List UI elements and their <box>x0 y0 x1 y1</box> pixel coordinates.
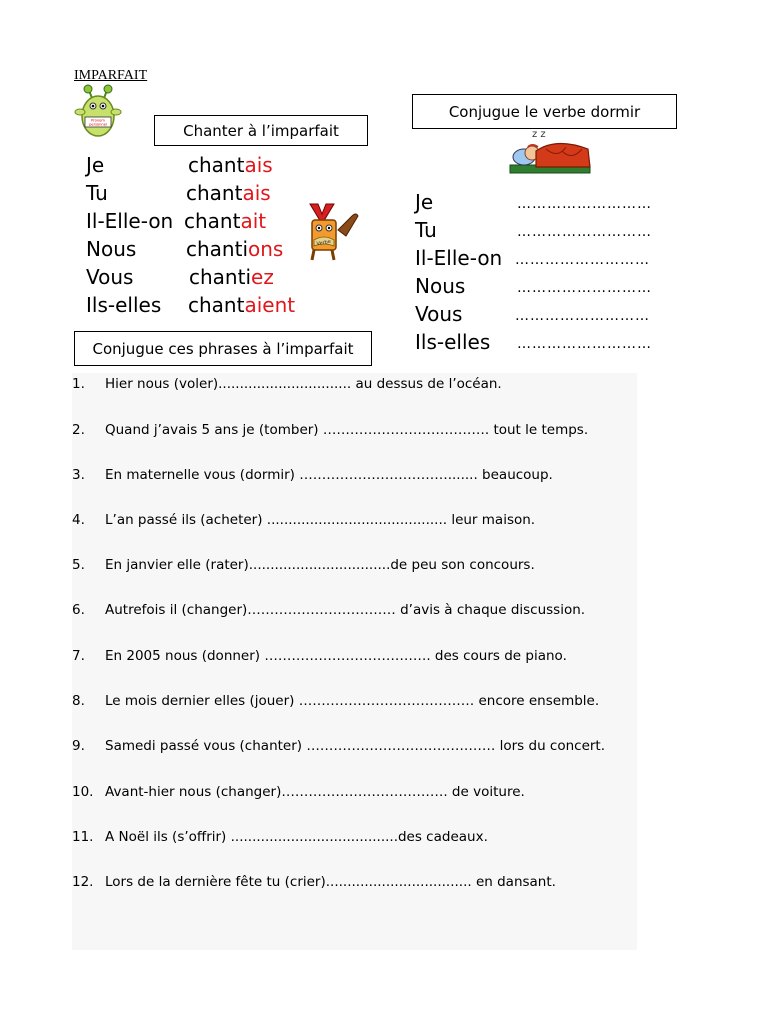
pronoun-label: Ils-elles <box>86 293 162 317</box>
exercise-number: 1. <box>72 376 85 392</box>
chanter-box-title <box>154 115 368 146</box>
exercise-number: 3. <box>72 467 85 483</box>
verb-stem: chanti <box>189 265 252 289</box>
verb-ending: ez <box>251 265 274 289</box>
verb-form <box>186 179 271 207</box>
pronoun-label: Il-Elle-on <box>415 246 503 270</box>
phrases-box-title <box>74 331 372 366</box>
verb-form <box>184 207 266 235</box>
blank-answer: ……………………… <box>515 252 650 268</box>
verb-stem: chant <box>186 181 243 205</box>
conjugation-row <box>415 244 650 272</box>
dormir-box-title <box>412 94 677 129</box>
page-title: IMPARFAIT <box>74 68 148 83</box>
exercise-number: 9. <box>72 738 85 754</box>
blank-answer: ……………………… <box>517 280 652 296</box>
pronoun-label: Nous <box>415 274 466 298</box>
conjugation-row <box>415 188 652 216</box>
pronoun-label: Je <box>415 190 434 214</box>
verb-form <box>186 235 283 263</box>
verb-stem: chanti <box>186 237 249 261</box>
verb-mascot-image <box>300 200 370 268</box>
svg-text:z z: z z <box>532 129 546 140</box>
chanter-box-title-text: Chanter à l’imparfait <box>183 121 339 140</box>
pronoun-label: Vous <box>415 302 463 326</box>
exercise-text: Samedi passé vous (chanter) …………………………………… lors du concert. <box>105 738 606 754</box>
exercise-text: Autrefois il (changer)…………………………… d’avis à chaque discussion. <box>105 602 586 618</box>
pronoun-label: Nous <box>86 237 137 261</box>
exercise-text: Lors de la dernière fête tu (crier).................................. en dansant. <box>105 874 556 890</box>
pronoun-label: Tu <box>86 181 108 205</box>
pronoun-label: Tu <box>415 218 437 242</box>
svg-text:Pronom: Pronom <box>91 118 105 123</box>
chanter-conjugation-table <box>86 151 316 323</box>
verb-form <box>188 151 273 179</box>
sleeping-bed-image <box>506 125 592 179</box>
svg-text:Verbe: Verbe <box>316 238 332 248</box>
exercise-text: En 2005 nous (donner) ………………………………. des cours de piano. <box>105 648 567 664</box>
verb-stem: chant <box>188 153 245 177</box>
pronoun-label: Vous <box>86 265 134 289</box>
exercise-text: Le mois dernier elles (jouer) ………………………………… encore ensemble. <box>105 693 600 709</box>
exercise-text: Hier nous (voler)............................... au dessus de l’océan. <box>105 376 502 392</box>
exercise-text: Avant-hier nous (changer)………………………………. de voiture. <box>105 784 525 800</box>
dormir-conjugation-table <box>415 188 675 360</box>
verb-form <box>188 291 295 319</box>
exercise-panel <box>72 373 637 950</box>
exercise-text: Quand j’avais 5 ans je (tomber) ………………………………. tout le temps. <box>105 422 589 438</box>
exercise-text: En maternelle vous (dormir) ……………………………....... beaucoup. <box>105 467 553 483</box>
phrases-box-title-text: Conjugue ces phrases à l’imparfait <box>92 339 354 358</box>
exercise-text: L’an passé ils (acheter) .......................................... leur maison. <box>105 512 536 528</box>
exercise-number: 10. <box>72 784 94 800</box>
pronoun-label: Il-Elle-on <box>86 209 174 233</box>
exercise-number: 11. <box>72 829 94 845</box>
verb-ending: ais <box>244 153 273 177</box>
verb-ending: ait <box>240 209 267 233</box>
verb-ending: aient <box>244 293 296 317</box>
exercise-number: 12. <box>72 874 94 890</box>
exercise-number: 7. <box>72 648 85 664</box>
dormir-box-title-text: Conjugue le verbe dormir <box>448 102 641 121</box>
conjugation-row <box>415 300 650 328</box>
verb-ending: ons <box>248 237 284 261</box>
verb-stem: chant <box>184 209 241 233</box>
conjugation-row <box>415 272 652 300</box>
exercise-number: 8. <box>72 693 85 709</box>
exercise-number: 5. <box>72 557 85 573</box>
exercise-number: 4. <box>72 512 85 528</box>
blank-answer: ……………………… <box>515 308 650 324</box>
conjugation-row <box>415 216 652 244</box>
exercise-number: 2. <box>72 422 85 438</box>
exercise-text: En janvier elle (rater).................................de peu son concours. <box>105 557 535 573</box>
svg-text:personnel: personnel <box>89 122 107 127</box>
pronoun-label: Ils-elles <box>415 330 491 354</box>
blank-answer: ……………………… <box>517 196 652 212</box>
pronoun-label: Je <box>86 153 105 177</box>
exercise-number: 6. <box>72 602 85 618</box>
verb-form <box>189 263 274 291</box>
verb-stem: chant <box>188 293 245 317</box>
conjugation-row <box>415 328 652 356</box>
pronoun-mascot-image <box>74 84 122 140</box>
exercise-text: A Noël ils (s’offrir) .......................................des cadeaux. <box>105 829 488 845</box>
blank-answer: ……………………… <box>517 336 652 352</box>
blank-answer: ……………………… <box>517 224 652 240</box>
verb-ending: ais <box>242 181 271 205</box>
